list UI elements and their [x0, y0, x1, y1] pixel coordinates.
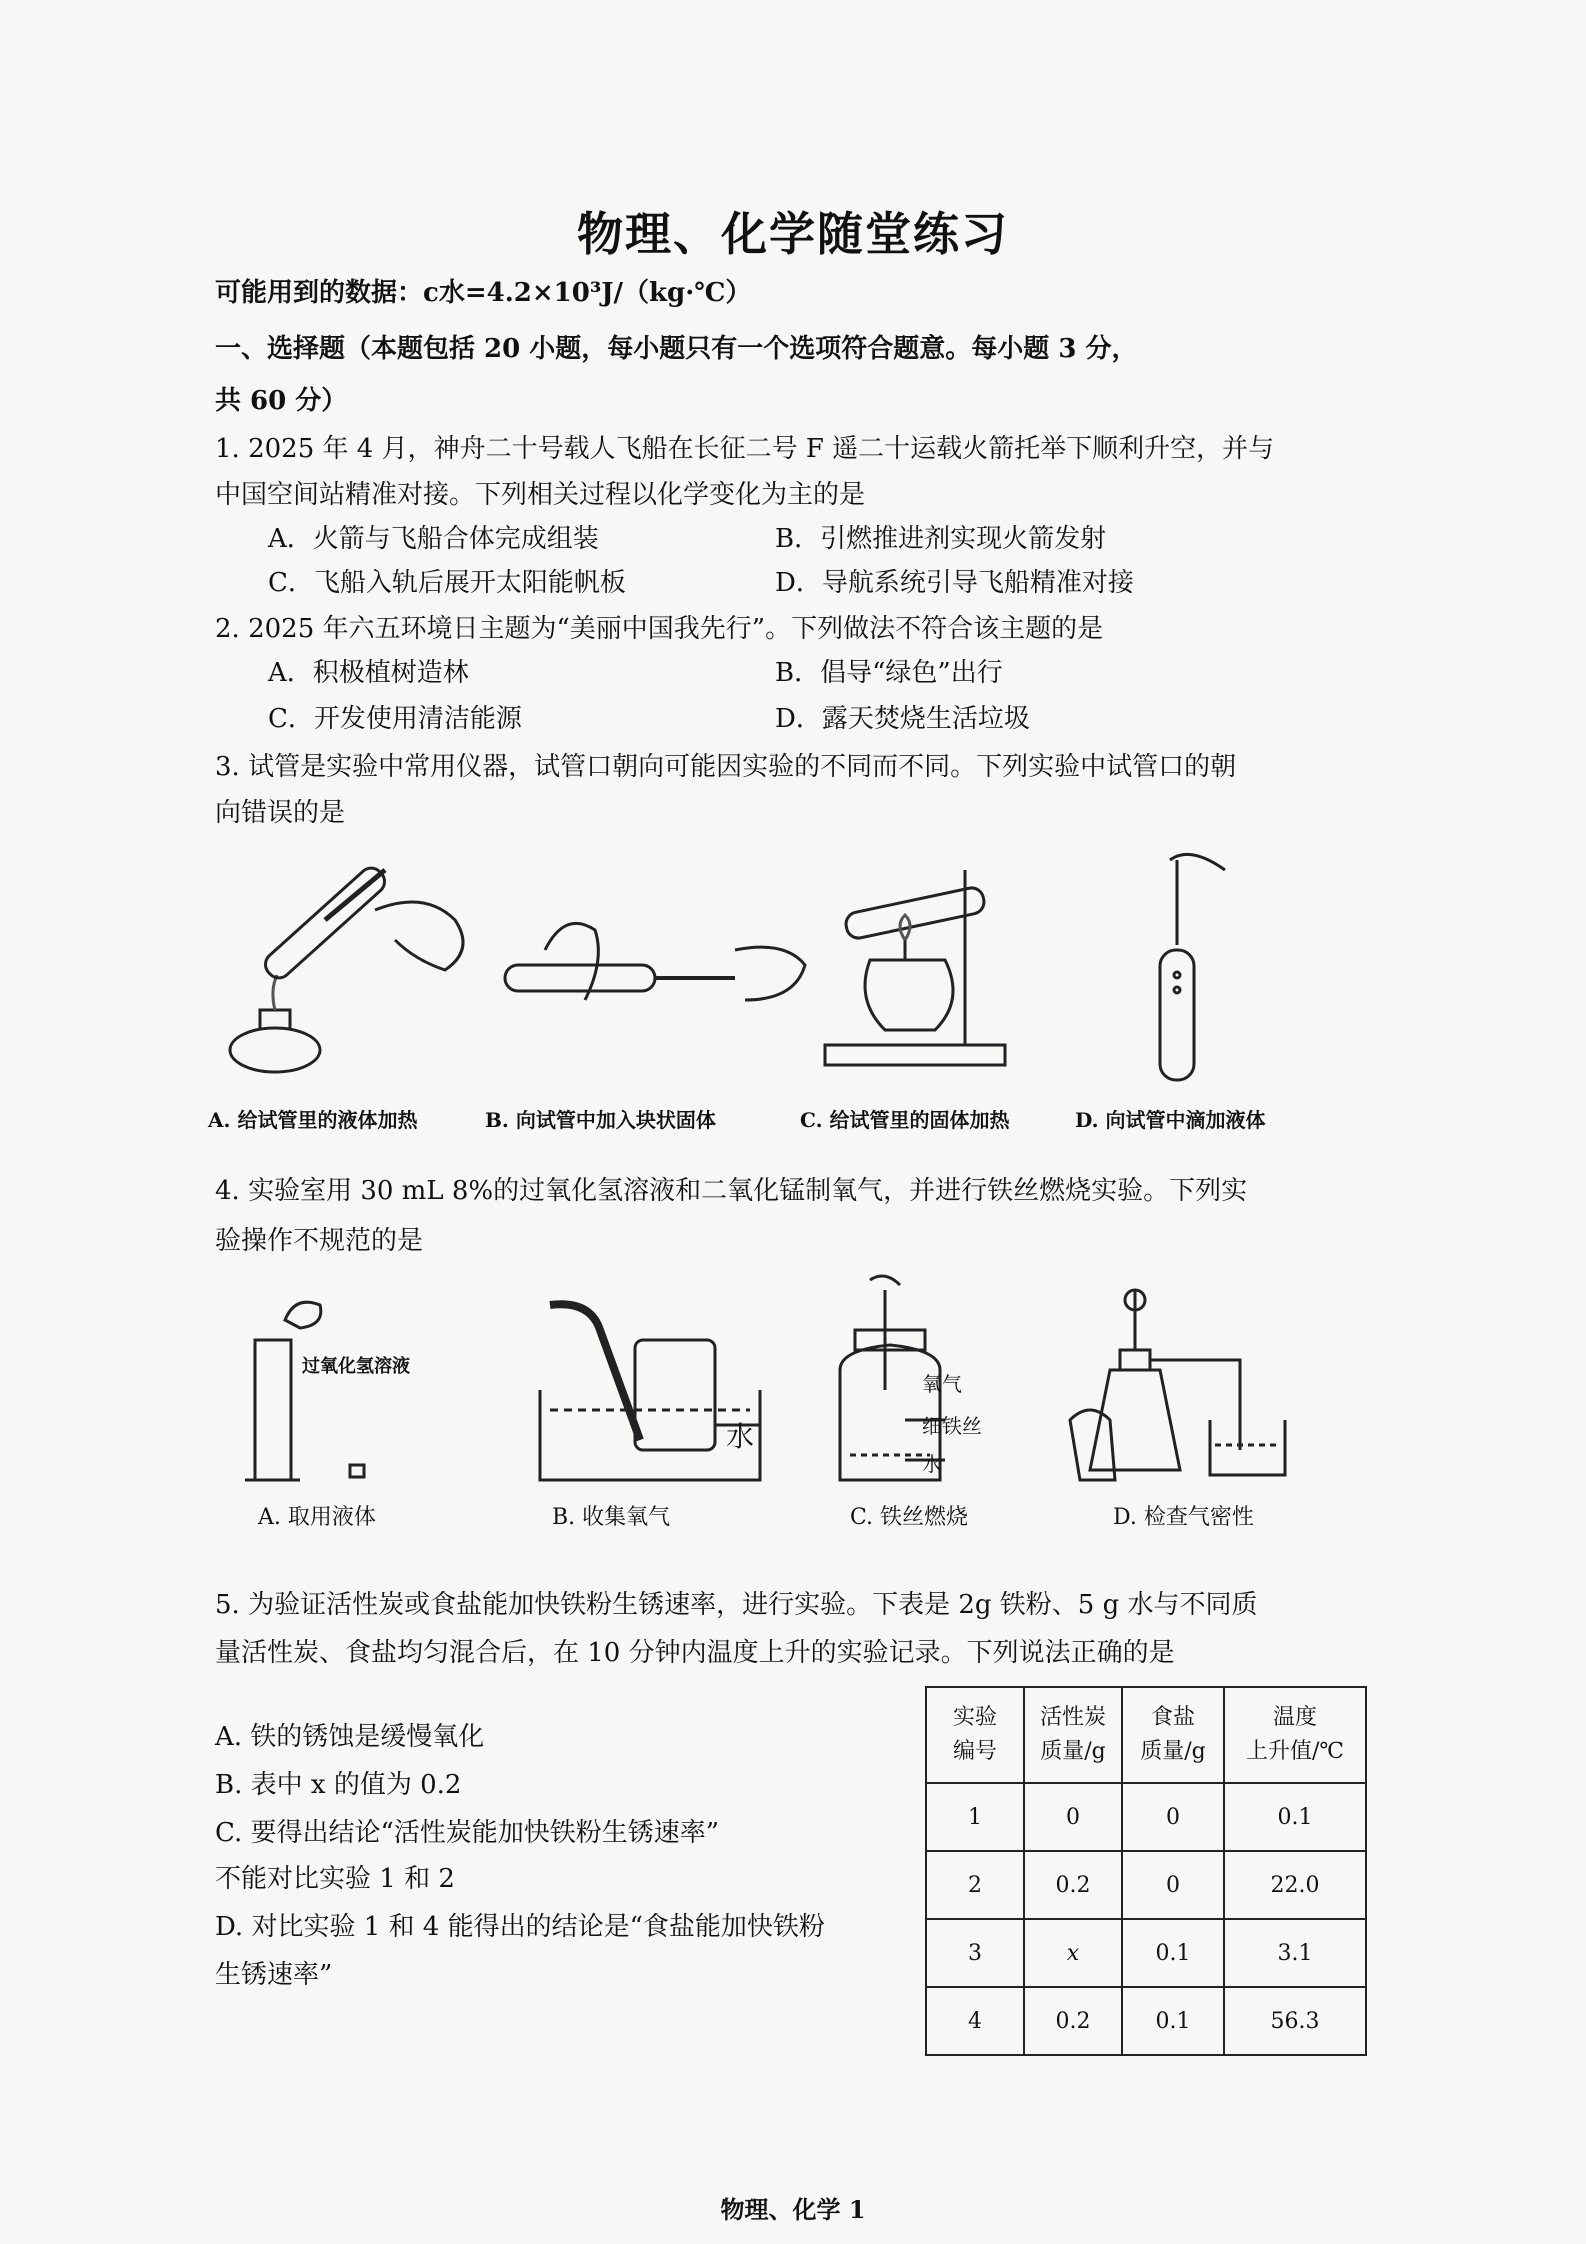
- q2-stem: 2. 2025 年六五环境日主题为“美丽中国我先行”。下列做法不符合该主题的是: [215, 614, 1104, 644]
- data-line: 可能用到的数据：c水=4.2×10³J/（kg·℃）: [215, 278, 752, 308]
- q4-stem-line1: 4. 实验室用 30 mL 8%的过氧化氢溶液和二氧化锰制氧气，并进行铁丝燃烧实验。下列实: [215, 1176, 1248, 1206]
- q2-option-d[interactable]: D．露天焚烧生活垃圾: [775, 704, 1030, 734]
- cell: 0.1: [1122, 1919, 1224, 1987]
- table-row: [926, 1919, 1366, 1987]
- q2-option-c[interactable]: C．开发使用清洁能源: [268, 704, 522, 734]
- q3-figures: [215, 850, 1365, 1090]
- cell: 56.3: [1224, 1987, 1366, 2055]
- header-carbon: 活性炭 质量/g: [1024, 1687, 1122, 1783]
- label-water-2: 水: [922, 1452, 942, 1476]
- section-heading-line2: 共 60 分）: [215, 386, 348, 416]
- q4-caption-a[interactable]: A. 取用液体: [258, 1505, 376, 1530]
- cell: 0.2: [1024, 1987, 1122, 2055]
- figure-d-dropping-liquid: [1160, 854, 1225, 1080]
- q5-stem-line2: 量活性炭、食盐均匀混合后，在 10 分钟内温度上升的实验记录。下列说法正确的是: [215, 1638, 1175, 1668]
- cell: 4: [926, 1987, 1024, 2055]
- label-h2o2-solution: 过氧化氢溶液: [302, 1356, 410, 1377]
- q4-caption-c[interactable]: C. 铁丝燃烧: [850, 1505, 969, 1530]
- q5-stem-line1: 5. 为验证活性炭或食盐能加快铁粉生锈速率，进行实验。下表是 2g 铁粉、5 g 水与不同质: [215, 1590, 1258, 1620]
- q1-option-a[interactable]: A．火箭与飞船合体完成组装: [268, 524, 599, 554]
- q4-figures: [240, 1270, 1320, 1490]
- q3-caption-a[interactable]: A. 给试管里的液体加热: [208, 1108, 418, 1132]
- q1-stem-line1: 1. 2025 年 4 月，神舟二十号载人飞船在长征二号 F 遥二十运载火箭托举下顺利升空，并与: [215, 434, 1275, 464]
- q1-option-c[interactable]: C．飞船入轨后展开太阳能帆板: [268, 568, 626, 598]
- figure-a-graduated-cylinder: [245, 1302, 364, 1480]
- q1-stem-line2: 中国空间站精准对接。下列相关过程以化学变化为主的是: [215, 480, 866, 510]
- cell: 0: [1122, 1783, 1224, 1851]
- q3-caption-d[interactable]: D. 向试管中滴加液体: [1075, 1108, 1266, 1132]
- q3-stem-line2: 向错误的是: [215, 798, 346, 828]
- label-water: 水: [726, 1420, 755, 1453]
- q5-option-a[interactable]: A. 铁的锈蚀是缓慢氧化: [215, 1722, 485, 1752]
- table-header-row: [926, 1687, 1366, 1783]
- page-footer: 物理、化学 1: [720, 2195, 866, 2224]
- q3-caption-b[interactable]: B. 向试管中加入块状固体: [485, 1108, 716, 1132]
- cell: 3: [926, 1919, 1024, 1987]
- q2-option-a[interactable]: A．积极植树造林: [268, 658, 469, 688]
- q5-option-c-line1[interactable]: C. 要得出结论“活性炭能加快铁粉生锈速率”: [215, 1818, 720, 1848]
- q5-option-d-line2: 生锈速率”: [215, 1960, 333, 1990]
- table-row: [926, 1783, 1366, 1851]
- q4-caption-d[interactable]: D. 检查气密性: [1113, 1505, 1254, 1530]
- figure-a-heating-liquid: [230, 863, 463, 1072]
- figure-c-heating-solid: [825, 870, 1005, 1065]
- q4-caption-b[interactable]: B. 收集氧气: [552, 1505, 671, 1530]
- table-row: [926, 1851, 1366, 1919]
- cell: 0: [1122, 1851, 1224, 1919]
- cell: 22.0: [1224, 1851, 1366, 1919]
- cell: 0.1: [1224, 1783, 1366, 1851]
- q4-stem-line2: 验操作不规范的是: [215, 1226, 424, 1256]
- cell: 2: [926, 1851, 1024, 1919]
- cell: 3.1: [1224, 1919, 1366, 1987]
- figure-b-adding-solid: [505, 923, 805, 1000]
- q3-caption-c[interactable]: C. 给试管里的固体加热: [800, 1108, 1010, 1132]
- header-temp: 温度 上升值/℃: [1224, 1687, 1366, 1783]
- cell: 1: [926, 1783, 1024, 1851]
- q5-option-b[interactable]: B. 表中 x 的值为 0.2: [215, 1770, 462, 1800]
- header-exp-no: 实验 编号: [926, 1687, 1024, 1783]
- cell: 0.1: [1122, 1987, 1224, 2055]
- q3-stem-line1: 3. 试管是实验中常用仪器，试管口朝向可能因实验的不同而不同。下列实验中试管口的朝: [215, 752, 1237, 782]
- q1-option-b[interactable]: B．引燃推进剂实现火箭发射: [775, 524, 1107, 554]
- cell: 0.2: [1024, 1851, 1122, 1919]
- label-oxygen: 氧气: [922, 1372, 962, 1396]
- q2-option-b[interactable]: B．倡导“绿色”出行: [775, 658, 1003, 688]
- experiment-table: [925, 1686, 1367, 2056]
- label-iron-wire: 细铁丝: [922, 1414, 982, 1438]
- q1-option-d[interactable]: D．导航系统引导飞船精准对接: [775, 568, 1134, 598]
- header-salt: 食盐 质量/g: [1122, 1687, 1224, 1783]
- q5-option-c-line2: 不能对比实验 1 和 2: [215, 1864, 455, 1894]
- table-row: [926, 1987, 1366, 2055]
- cell: x: [1024, 1919, 1122, 1987]
- q5-option-d-line1[interactable]: D. 对比实验 1 和 4 能得出的结论是“食盐能加快铁粉: [215, 1912, 825, 1942]
- figure-d-airtightness-check: [1070, 1290, 1285, 1480]
- page-title: 物理、化学随堂练习: [577, 207, 1009, 261]
- section-heading-line1: 一、选择题（本题包括 20 小题，每小题只有一个选项符合题意。每小题 3 分，: [215, 334, 1138, 364]
- cell: 0: [1024, 1783, 1122, 1851]
